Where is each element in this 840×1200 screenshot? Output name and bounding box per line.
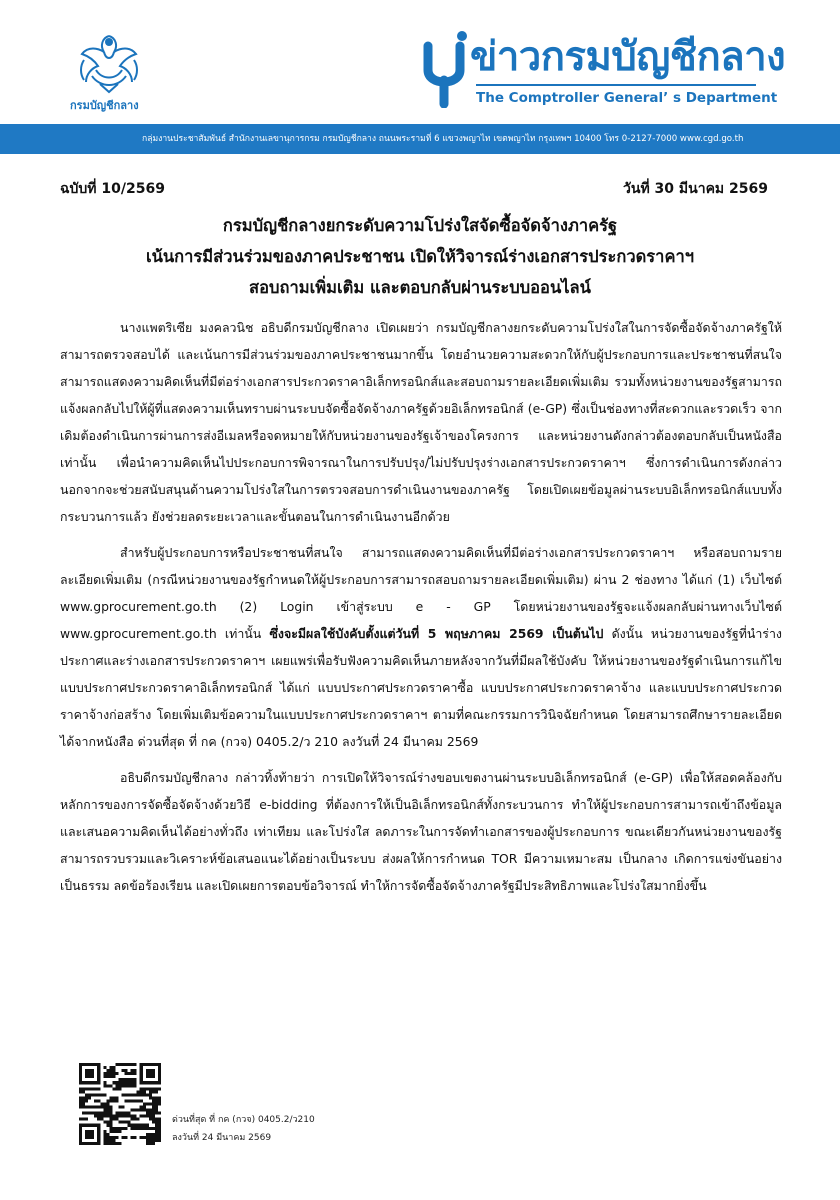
brand-block <box>418 30 786 118</box>
headline <box>60 210 780 303</box>
paragraph-1: นางแพตริเซีย มงคลวนิช อธิบดีกรมบัญชีกลาง เปิดเผยว่า กรมบัญชีกลางยกระดับความโปร่งใสในการจัดซื้อจัดจ้างภาครัฐให้สามารถตรวจสอบได้ และเน้นการมีส่วนร่วมของภาคประชาชนมากขึ้น โดยอำนวยความสะดวกให้กับผู้ประกอบการและประชาชนที่สนใจสามารถแสดงความคิดเห็นที่มีต่อร่างเอกสารประกวดราคาอิเล็กทรอนิกส์และสอบถามรายละเอียดเพิ่มเติม รวมทั้งหน่วยงานของรัฐสามารถแจ้งผลกลับไปให้ผู้ที่แสดงความเห็นทราบผ่านระบบจัดซื้อจัดจ้างภาครัฐด้วยอิเล็กทรอนิกส์ (e-GP) ซึ่งเป็นช่องทางที่สะดวกและรวดเร็ว จากเดิมต้องดำเนินการผ่านการส่งอีเมลหรือจดหมายให้กับหน่วยงานของรัฐเจ้าของโครงการ และหน่วยงานดังกล่าวต้องตอบกลับเป็นหนังสือเท่านั้น เพื่อนำความคิดเห็นไปประกอบการพิจารณาในการปรับปรุง/ไม่ปรับปรุงร่างเอกสารประกวดราคาฯ ซึ่งการดำเนินการดังกล่าว นอกจากจะช่วยสนับสนุนด้านความโปร่งใสในการตรวจสอบการดำเนินงานของภาครัฐ โดยเปิดเผยข้อมูลผ่านระบบอิเล็กทรอนิกส์แบบทั้งกระบวนการแล้ว ยังช่วยลดระยะเวลาและขั้นตอนในการดำเนินงานอีกด้วย <box>60 320 782 524</box>
contact-bar <box>0 124 840 154</box>
qr-code-icon <box>76 1060 164 1148</box>
paragraph-2 <box>60 539 782 755</box>
brand-mark-icon <box>418 30 470 108</box>
reference-line-2: ลงวันที่ 24 มีนาคม 2569 <box>172 1133 272 1143</box>
paragraph-3: อธิบดีกรมบัญชีกลาง กล่าวทิ้งท้ายว่า การเปิดให้วิจารณ์ร่างขอบเขตงานผ่านระบบอิเล็กทรอนิกส์ (e-GP) เพื่อให้สอดคล้องกับหลักการของการจัดซื้อจัดจ้างด้วยวิธี e-bidding ที่ต้องการให้เป็นอิเล็กทรอนิกส์ทั้งกระบวนการ ทำให้ผู้ประกอบการสามารถเข้าถึงข้อมูลและเสนอความคิดเห็นได้อย่างทั่วถึง เท่าเทียม และโปร่งใส ลดภาระในการจัดทำเอกสารของผู้ประกอบการ ขณะเดียวกันหน่วยงานของรัฐสามารถรวบรวมและวิเคราะห์ข้อเสนอแนะได้อย่างเป็นระบบ ส่งผลให้การกำหนด TOR มีความเหมาะสม เป็นกลาง เกิดการแข่งขันอย่างเป็นธรรม ลดข้อร้องเรียน และเปิดเผยการตอบข้อวิจารณ์ ทำให้การจัดซื้อจัดจ้างภาครัฐมีประสิทธิภาพและโปร่งใสมากยิ่งขึ้น <box>60 770 782 893</box>
logo-caption: กรมบัญชีกลาง <box>70 99 139 112</box>
brand-divider <box>476 84 756 86</box>
headline-line-3: สอบถามเพิ่มเติม และตอบกลับผ่านระบบออนไลน์ <box>249 278 591 297</box>
paragraph-2-part-b: ดังนั้น หน่วยงานของรัฐที่นำร่างประกาศและร่างเอกสารประกวดราคาฯ เผยแพร่เพื่อรับฟังความคิดเห็นภายหลังจากวันที่มีผลใช้บังคับ ให้หน่วยงานของรัฐดำเนินการแก้ไขแบบประกาศประกวดราคาอิเล็กทรอนิกส์ ได้แก่ แบบประกาศประกวดราคาซื้อ แบบประกาศประกวดราคาจ้าง และแบบประกาศประกวดราคาจ้างก่อสร้าง โดยเพิ่มเติมข้อความในแบบประกาศประกวดราคาฯ ตามที่คณะกรรมการวินิจฉัยกำหนด โดยสามารถศึกษารายละเอียดได้จากหนังสือ ด่วนที่สุด ที่ กค (กวจ) 0405.2/ว 210 ลงวันที่ 24 มีนาคม 2569 <box>60 626 782 749</box>
reference-line-1: ด่วนที่สุด ที่ กค (กวจ) 0405.2/ว210 <box>172 1115 315 1125</box>
headline-line-1: กรมบัญชีกลางยกระดับความโปร่งใสจัดซื้อจัดจ้างภาครัฐ <box>222 216 618 235</box>
brand-subtitle: The Comptroller General’ s Department <box>476 90 778 106</box>
paragraph-2-part-a: สำหรับผู้ประกอบการหรือประชาชนที่สนใจ สามารถแสดงความคิดเห็นที่มีต่อร่างเอกสารประกวดราคาฯ หรือสอบถามรายละเอียดเพิ่มเติม (กรณีหน่วยงานของรัฐกำหนดให้ผู้ประกอบการสามารถสอบถามรายละเอียดเพิ่มเติม) ผ่าน 2 ช่องทาง ได้แก่ (1) เว็บไซต์ www.gprocurement.go.th (2) Login เข้าสู่ระบบ e - GP โดยหน่วยงานของรัฐจะแจ้งผลกลับผ่านทางเว็บไซต์ www.gprocurement.go.th เท่านั้น <box>60 545 782 641</box>
brand-title: ข่าวกรมบัญชีกลาง <box>470 34 786 80</box>
issue-date: วันที่ 30 มีนาคม 2569 <box>623 181 768 197</box>
issue-number: ฉบับที่ 10/2569 <box>60 181 165 197</box>
contact-text: กลุ่มงานประชาสัมพันธ์ สำนักงานเลขานุการกรม กรมบัญชีกลาง ถนนพระรามที่ 6 แขวงพญาไท เขตพญาไท กรุงเทพฯ 10400 โทร 0-2127-7000 www.cgd.go.th <box>142 134 744 144</box>
article-body <box>60 314 782 908</box>
headline-line-2: เน้นการมีส่วนร่วมของภาคประชาชน เปิดให้วิจารณ์ร่างเอกสารประกวดราคาฯ <box>145 247 695 266</box>
effective-date-highlight: ซึ่งจะมีผลใช้บังคับตั้งแต่วันที่ 5 พฤษภาคม 2569 เป็นต้นไป <box>269 626 604 641</box>
